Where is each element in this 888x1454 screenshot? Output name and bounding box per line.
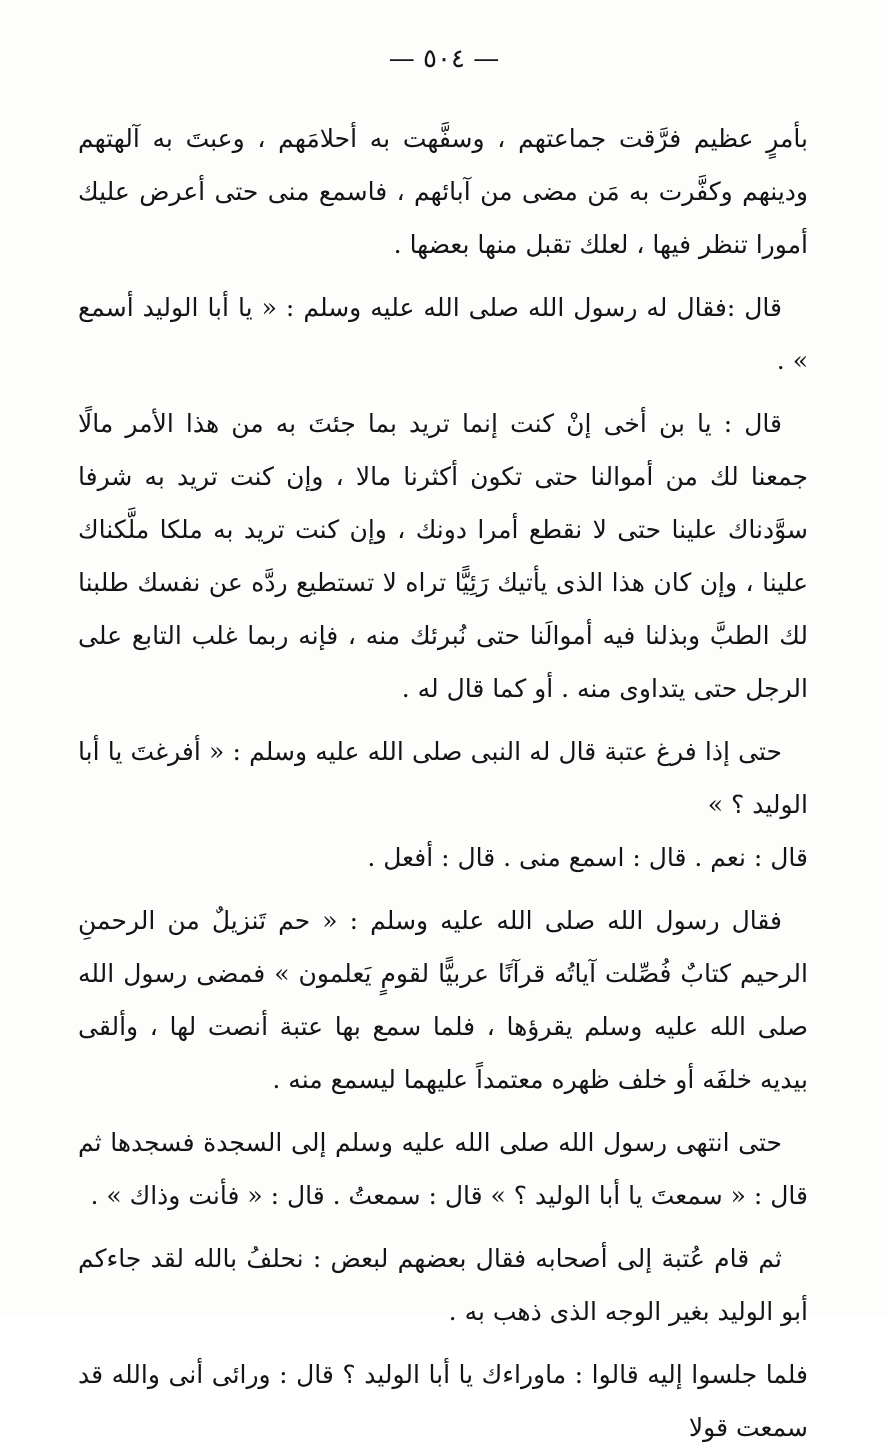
paragraph-7: حتى انتهى رسول الله صلى الله عليه وسلم إلى السجدة فسجدها ثم قال : « سمعتَ يا أبا الوليد ؟ » قال : سمعتُ . قال : « فأنت وذاك » . (78, 1128, 808, 1210)
paragraph-5: قال : نعم . قال : اسمع منى . قال : أفعل . (367, 843, 808, 872)
paragraph-2: قال :فقال له رسول الله صلى الله عليه وسلم : « يا أبا الوليد أسمع » . (78, 293, 808, 375)
paragraph-6: فقال رسول الله صلى الله عليه وسلم : « حم تَنزيلٌ من الرحمنِ الرحيم كتابٌ فُصِّلت آياتُه قرآنًا عربيًّا لقومٍ يَعلمون » فمضى رسول الله صلى الله عليه وسلم يقرؤها ، فلما سمع بها عتبة أنصت لها ، وألقى بيديه خلفَه أو خلف ظهره معتمداً عليهما ليسمع منه . (78, 906, 808, 1094)
paragraph-1: بأمرٍ عظيم فرَّقت جماعتهم ، وسفَّهت به أحلامَهم ، وعبتَ به آلهتهم ودينهم وكفَّرت به مَن مضى من آبائهم ، فاسمع منى حتى أعرض عليك أمورا تنظر فيها ، لعلك تقبل منها بعضها . (78, 124, 808, 259)
paragraph-3: قال : يا بن أخى إنْ كنت إنما تريد بما جئتَ به من هذا الأمر مالًا جمعنا لك من أموالنا حتى تكون أكثرنا مالا ، وإن كنت تريد به شرفا سوَّدناك علينا حتى لا نقطع أمرا دونك ، وإن كنت تريد به ملكا ملَّكناك علينا ، وإن كان هذا الذى يأتيك رَئِيًّا تراه لا تستطيع ردَّه عن نفسك طلبنا لك الطبَّ وبذلنا فيه أموالَنا حتى نُبرئك منه ، فإنه ربما غلب التابع على الرجل حتى يتداوى منه . أو كما قال له . (78, 409, 808, 703)
paragraph-9: فلما جلسوا إليه قالوا : ماوراءك يا أبا الوليد ؟ قال : ورائى أنى والله قد سمعت قولا (78, 1360, 808, 1442)
body-text (78, 112, 808, 1454)
page-number: — ٥٠٤ — (388, 44, 500, 74)
paragraph-4: حتى إذا فرغ عتبة قال له النبى صلى الله عليه وسلم : « أفرغتَ يا أبا الوليد ؟ » (78, 737, 808, 819)
paragraph-8: ثم قام عُتبة إلى أصحابه فقال بعضهم لبعض : نحلفُ بالله لقد جاءكم أبو الوليد بغير الوجه الذى ذهب به . (78, 1244, 808, 1326)
